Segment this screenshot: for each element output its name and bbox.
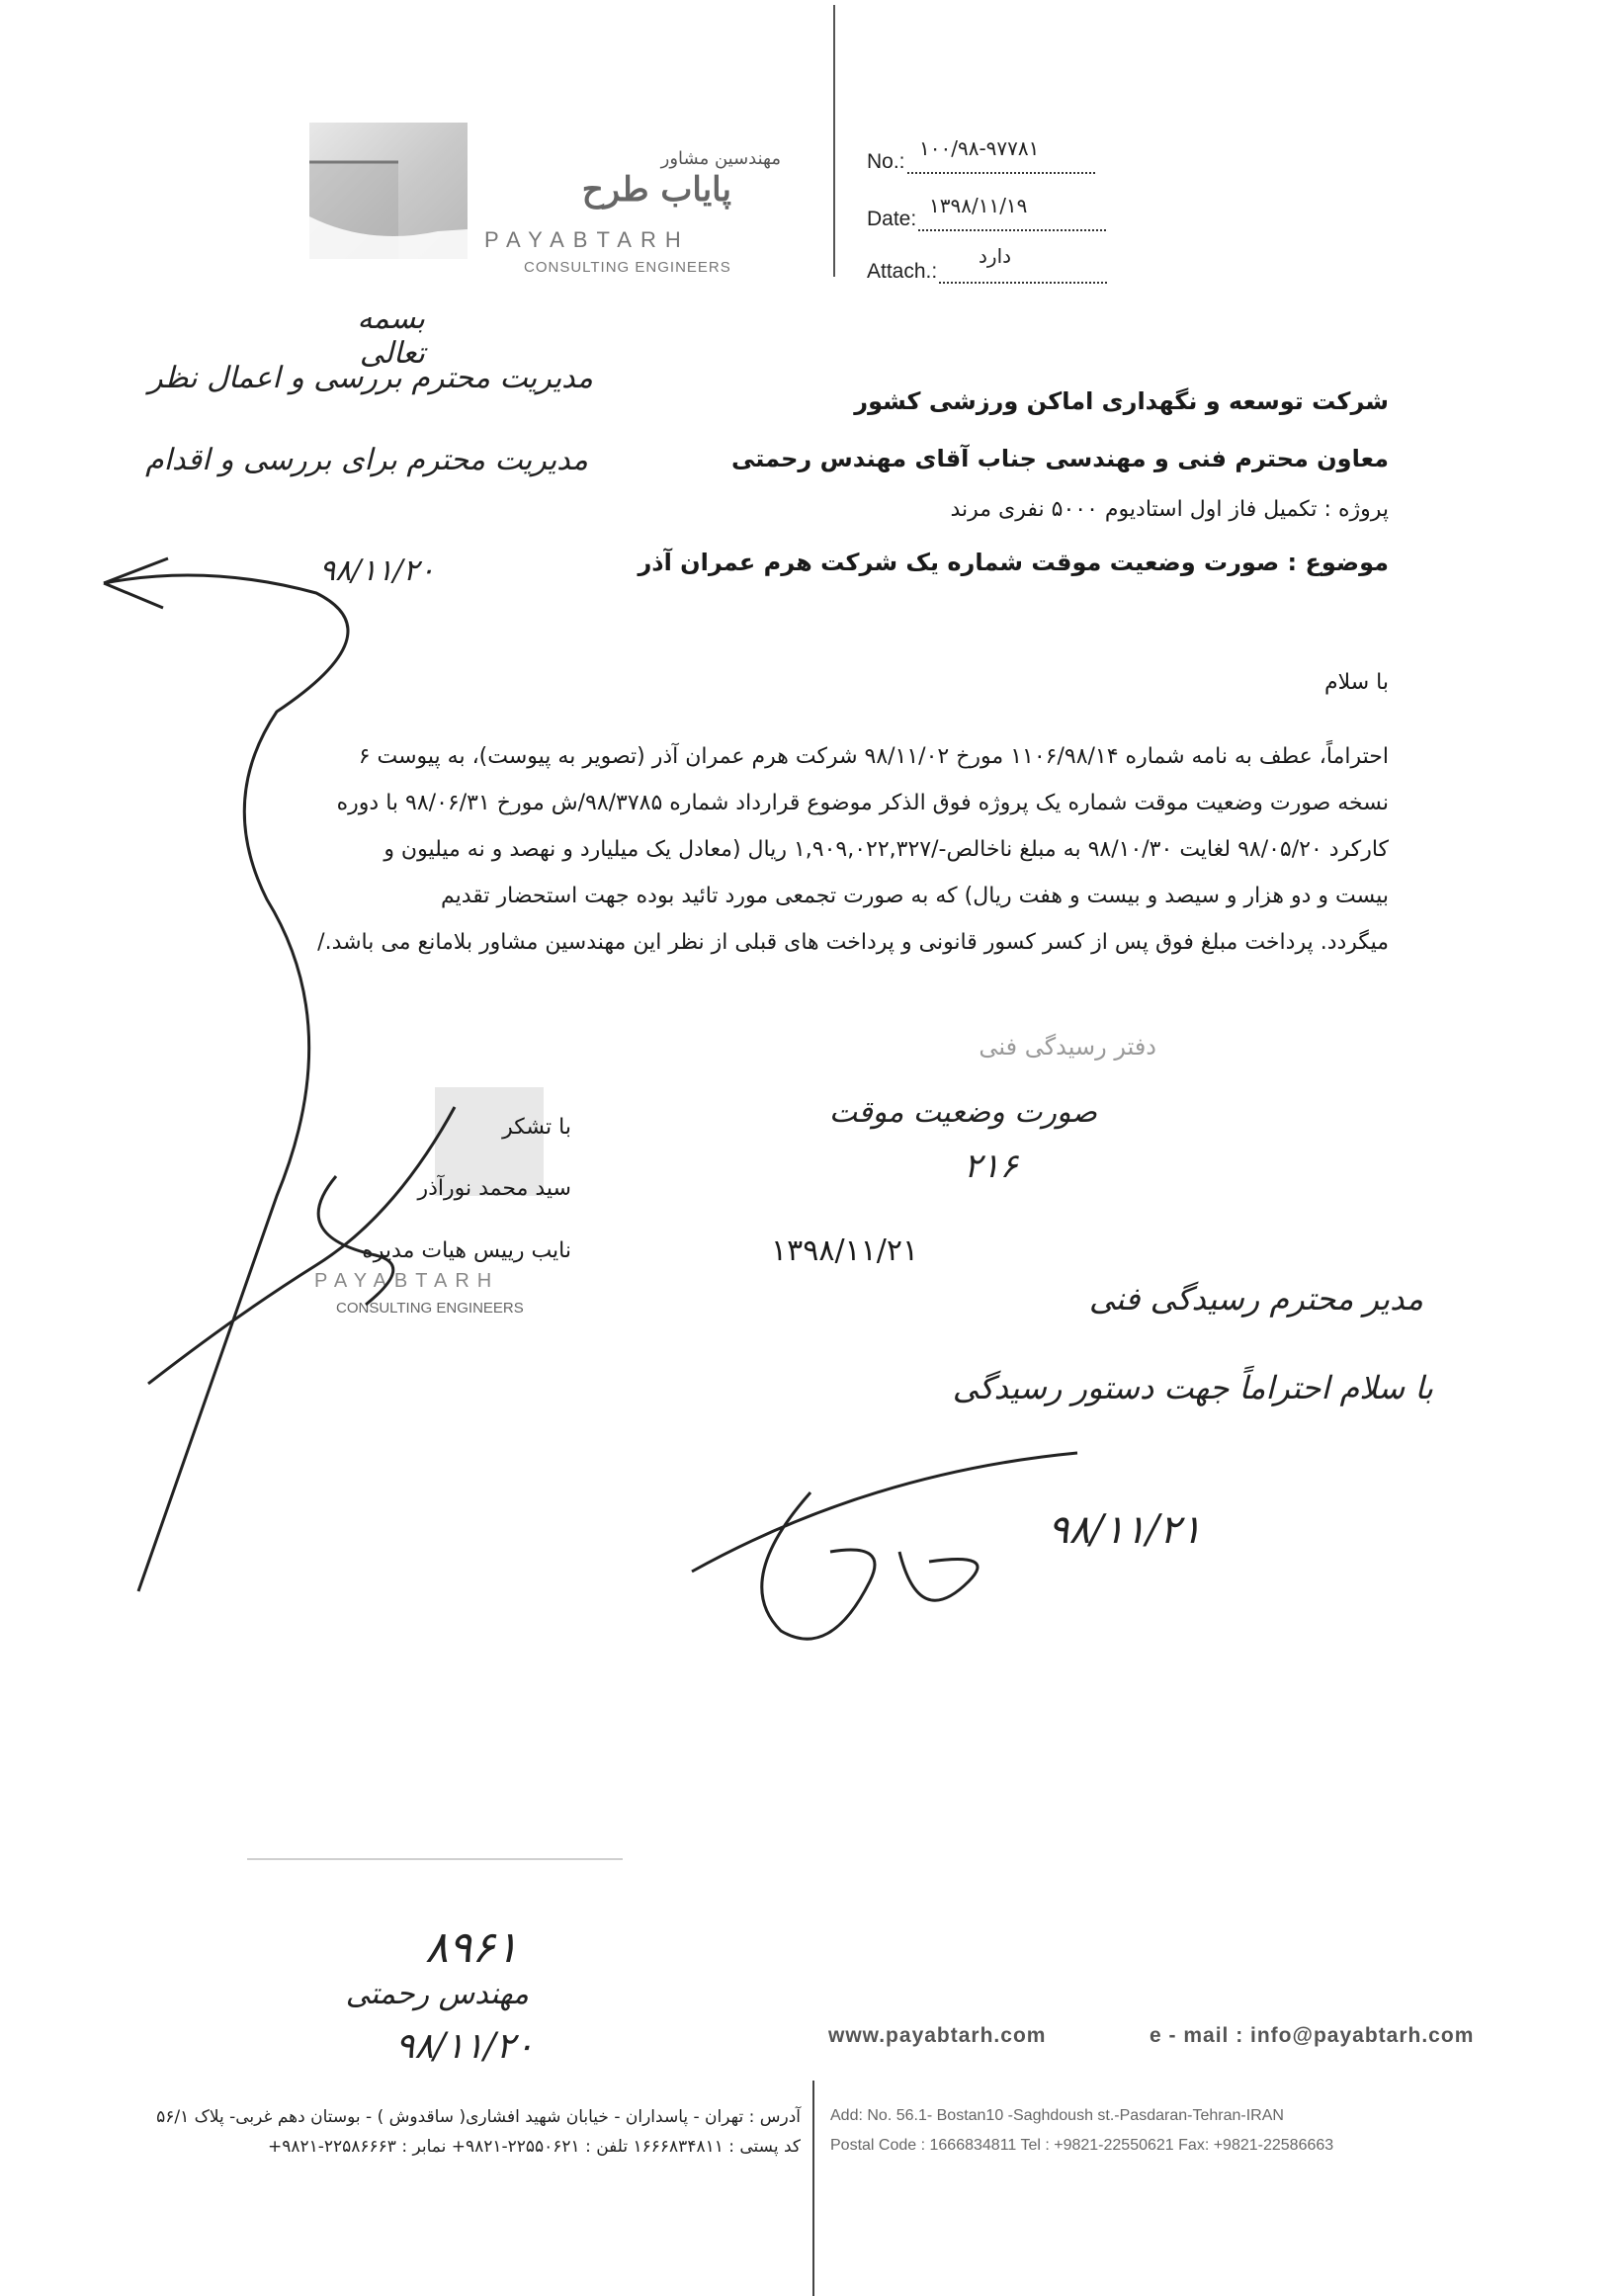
received-stamp-office: دفتر رسیدگی فنی <box>979 1033 1156 1061</box>
handwritten-referral-2: با سلام احتراماً جهت دستور رسیدگی <box>952 1369 1433 1406</box>
footer-divider <box>812 2081 814 2296</box>
meta-attach-label: Attach.: <box>867 260 938 283</box>
project-line: پروژه : تکمیل فاز اول استادیوم ۵۰۰۰ نفری مرند <box>950 497 1389 522</box>
seal-english-subtitle: CONSULTING ENGINEERS <box>336 1300 524 1317</box>
meta-date-value: ۱۳۹۸/۱۱/۱۹ <box>929 194 1028 217</box>
footer-contact-persian: کد پستی : ۱۶۶۶۸۳۴۸۱۱ تلفن : ۲۲۵۵۰۶۲۱-۹۸۲۱+ نمابر : ۲۲۵۸۶۶۶۳-۹۸۲۱+ <box>267 2137 801 2157</box>
handwritten-incoming-date: ۹۸/۱۱/۲۰ <box>395 2026 535 2067</box>
closing-thanks: با تشکر <box>502 1115 571 1140</box>
logo-english-subtitle: CONSULTING ENGINEERS <box>524 259 731 276</box>
body-line-2: نسخه صورت وضعیت موقت شماره یک پروژه فوق الذکر موضوع قرارداد شماره ۹۸/۳۷۸۵/ش مورخ ۹۸/۰۶/۳۱ با دوره <box>336 791 1389 815</box>
body-line-4: بیست و دو هزار و سیصد و بیست و هفت ریال) که به صورت تجمعی مورد تائید بوده جهت استحضار تقدیم <box>440 884 1389 908</box>
body-line-3: کارکرد ۹۸/۰۵/۲۰ لغایت ۹۸/۱۰/۳۰ به مبلغ ناخالص-/۱,۹۰۹,۰۲۲,۳۲۷ ریال (معادل یک میلیارد و نهصد و نه میلیون و <box>383 837 1389 862</box>
footer-website[interactable]: www.payabtarh.com <box>828 2024 1047 2047</box>
handwritten-date-top: ۹۸/۱۱/۲۰ <box>319 553 435 588</box>
body-line-1: احتراماً، عطف به نامه شماره ۱۱۰۶/۹۸/۱۴ مورخ ۹۸/۱۱/۰۲ شرکت هرم عمران آذر (تصویر به پیوست)، به پیوست ۶ <box>358 744 1389 769</box>
footer-address-english: Add: No. 56.1- Bostan10 -Saghdoush st.-Pasdaran-Tehran-IRAN <box>830 2107 1284 2124</box>
signer-name: سید محمد نورآذر <box>417 1176 571 1201</box>
handwritten-note-1: مدیریت محترم بررسی و اعمال نظر <box>148 361 593 395</box>
footer-contact-english: Postal Code : 1666834811 Tel : +9821-22550621 Fax: +9821-22586663 <box>830 2137 1334 2154</box>
recipient-organization: شرکت توسعه و نگهداری اماکن ورزشی کشور <box>854 387 1389 415</box>
received-stamp-date: ۱۳۹۸/۱۱/۲۱ <box>771 1233 919 1268</box>
subject-line: موضوع : صورت وضعیت موقت شماره یک شرکت هرم عمران آذر <box>638 549 1389 576</box>
meta-number-value: ۱۰۰/۹۸-۹۷۷۸۱ <box>919 136 1040 160</box>
handwritten-arrow <box>99 553 474 1601</box>
faded-rule <box>247 1858 623 1860</box>
meta-number-label: No.: <box>867 150 905 173</box>
signer-title: نایب رییس هیات مدیره <box>362 1238 571 1263</box>
received-stamp-subject: صورت وضعیت موقت <box>828 1095 1097 1130</box>
body-line-5: میگردد. پرداخت مبلغ فوق پس از کسر کسور قانونی و پرداخت های قبلی از نظر این مهندسین مشاور بلامانع می باشد./ <box>317 930 1389 955</box>
recipient-person: معاون محترم فنی و مهندسی جناب آقای مهندس رحمتی <box>730 445 1389 472</box>
logo-mark-icon <box>309 123 468 259</box>
footer-address-persian: آدرس : تهران - پاسداران - خیابان شهید افشاری( ساقدوش ) - بوستان دهم غربی- پلاک ۵۶/۱ <box>156 2107 801 2127</box>
logo-persian-caption: مهندسین مشاور <box>660 148 781 169</box>
received-stamp-number: ۲۱۶ <box>964 1147 1018 1186</box>
logo-english-name: PAYABTARH <box>484 227 690 252</box>
referral-signature <box>672 1433 1087 1660</box>
handwritten-referral-1: مدیر محترم رسیدگی فنی <box>1088 1280 1423 1318</box>
meta-attach-value: دارد <box>979 244 1012 268</box>
header-divider <box>833 5 835 277</box>
logo-persian-name: پایاب طرح <box>581 170 731 210</box>
company-logo <box>309 123 468 259</box>
signer-signature <box>138 1097 465 1394</box>
meta-attach-dots <box>939 264 1107 284</box>
footer-email[interactable]: e - mail : info@payabtarh.com <box>1150 2024 1475 2047</box>
handwritten-note-2: مدیریت محترم برای بررسی و اقدام <box>145 443 588 477</box>
handwritten-recipient-name: مهندس رحمتی <box>345 1977 529 2011</box>
seal-english-name: PAYABTARH <box>314 1270 500 1292</box>
handwritten-referral-date: ۹۸/۱۱/۲۱ <box>1048 1507 1202 1553</box>
meta-date-label: Date: <box>867 208 917 230</box>
handwritten-incoming-number: ۸۹۶۱ <box>425 1922 519 1973</box>
greeting: با سلام <box>1323 670 1389 695</box>
handwritten-basmala: بسمه تعالی <box>357 301 425 371</box>
